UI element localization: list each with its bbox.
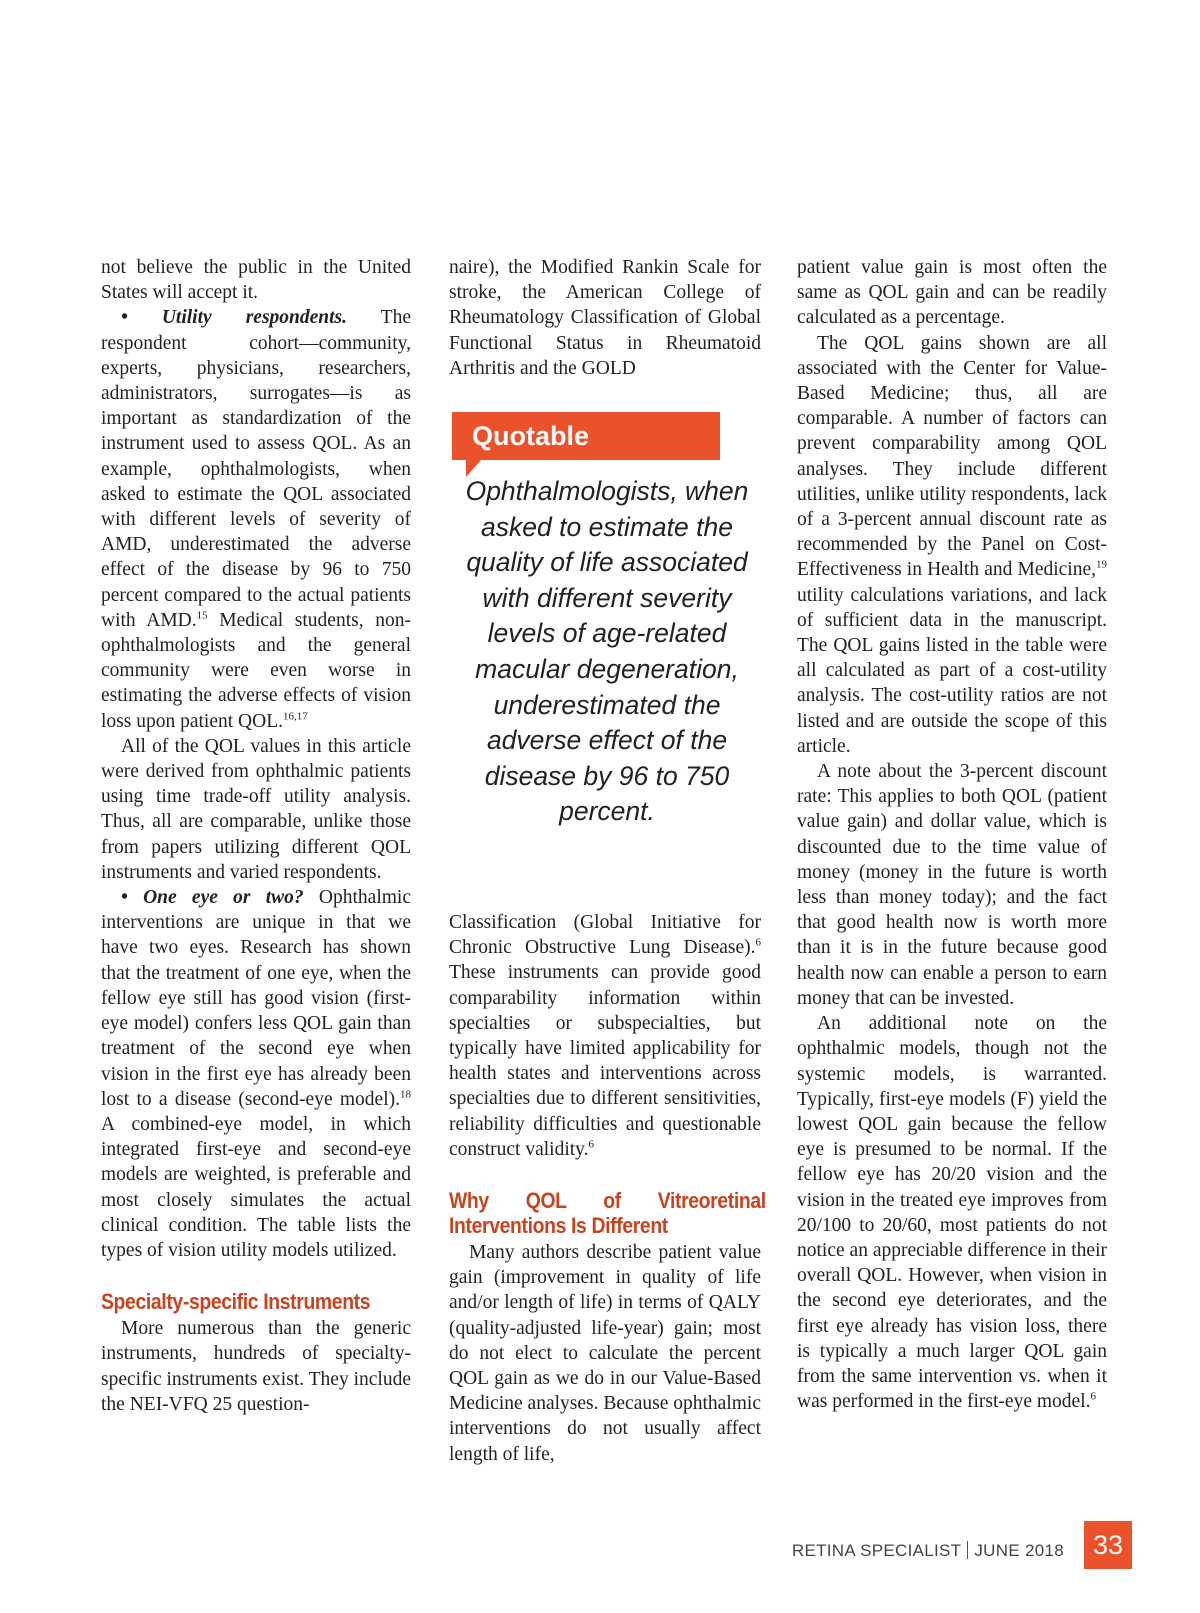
paragraph [449,255,761,381]
column-2-continued [449,910,766,1467]
quote-label: Quotable [452,412,720,460]
text: utility calculations variations, and lack of sufficient data in the manuscript. The QOL gains listed in the table were all calculated as part of a cost-utility analysis. The cost-utility ratios are not listed and are outside the scope of this article. [797,584,1107,757]
issue-date: JUNE 2018 [974,1541,1064,1560]
text: patient value gain is most often the same as QOL gain and can be readily calculated as a percentage. [797,257,1107,329]
text: An additional note on the ophthalmic models, though not the systemic models, is warranted. Typically, first-eye models (F) yield the lowest QOL gain because the fellow eye is presumed to be normal. If the fellow eye has 20/20 vision and the vision in the treated eye improves from 20/100 to 20/60, most patients do not notice an appreciable difference in their overall QOL. However, when vision in the second eye deteriorates, and the first eye already has vision loss, there is typically a much larger QOL gain from the same intervention vs. when it was performed in the first-eye model. [797,1013,1107,1413]
reference: 6 [1090,1390,1096,1403]
paragraph [101,305,411,733]
reference: 6 [755,936,761,949]
page-footer [792,1536,1064,1566]
text: not believe the public in the United States will accept it. [101,257,411,304]
text: A combined-eye model, in which integrated first-eye and second-eye models are weighted, is preferable and most closely simulates the actual clinical condition. The table lists the types of vision utility models utilized. [101,1113,411,1261]
section-heading: Why QOL of Vitreoretinal Interventions Is Different [449,1188,766,1239]
paragraph [101,255,411,305]
paragraph [449,910,761,1162]
column-1 [101,255,411,1417]
text: Ophthalmic interventions are unique in that we have two eyes. Research has shown that the treatment of one eye, when the fellow eye still has good vision (first-eye model) confers less QOL gain than treatment of the second eye when vision in the first eye has already been lost to a disease (second-eye model). [101,887,411,1110]
paragraph [101,1316,411,1417]
paragraph [449,1240,761,1467]
run-in-label: • Utility respondents. [121,307,348,329]
paragraph [797,255,1107,331]
paragraph [797,1011,1107,1414]
text: A note about the 3-percent discount rate: This applies to both QOL (patient value gain) and dollar value, which is discounted due to the time value of money (money in the future is worth less than money today); and the fact that good health now is worth more than it is in the future because good health now can enable a person to earn money that can be invested. [797,761,1107,1009]
paragraph [101,885,411,1263]
text: The QOL gains shown are all associated with the Center for Value-Based Medicine; thus, all are comparable. A number of factors can prevent comparability among QOL analyses. They include different utilities, unlike utility respondents, lack of a 3-percent annual discount rate as recommended by the Panel on Cost-Effectiveness in Health and Medicine, [797,332,1107,581]
footer-divider [967,1541,968,1559]
run-in-label: • One eye or two? [121,887,304,909]
text: Many authors describe patient value gain (improvement in quality of life and/or length of life) in terms of QALY (quality-adjusted life-year) gain; most do not elect to calculate the percent QOL gain as we do in our Value-Based Medicine analyses. Because ophthalmic interventions do not usually affect length of life, [449,1242,761,1465]
paragraph [797,331,1107,759]
page-number: 33 [1084,1521,1132,1569]
reference: 6 [588,1138,595,1151]
section-heading: Specialty-specific Instruments [101,1289,371,1315]
reference: 15 [196,609,208,622]
quote-text: Ophthalmologists, when asked to estimate the quality of life associated with different severity levels of age-related macular degeneration, underestimated the adverse effect of the disease by 96 to 750 percent. [465,476,749,827]
text: These instruments can provide good comparability information within specialties or subspecialties, but typically have limited applicability for health states and interventions across specialties due to different sensitivities, reliability difficulties and questionable construct validity. [449,962,761,1160]
publication-name: RETINA SPECIALIST [791,1541,962,1560]
text: More numerous than the generic instruments, hundreds of specialty-specific instruments exist. They include the NEI-VFQ 25 question- [101,1318,411,1415]
text: The respondent cohort—community, experts, physicians, researchers, administrators, surrogates—is as important as standardization of the instrument used to assess QOL. As an example, ophthalmologists, when asked to estimate the QOL associated with different levels of severity of AMD, underestimated the adverse effect of the disease by 96 to 750 percent compared to the actual patients with AMD. [101,307,412,631]
paragraph [101,734,411,885]
text: Medical students, non-ophthalmologists and the general community were even worse in estimating the adverse effects of vision loss upon patient QOL. [101,609,411,732]
column-3 [797,255,1107,1414]
text: naire), the Modified Rankin Scale for stroke, the American College of Rheumatology Classification of Global Functional Status in Rheumatoid Arthritis and the GOLD [449,257,761,379]
text: Classification (Global Initiative for Chronic Obstructive Lung Disease). [449,912,761,959]
reference: 18 [400,1088,411,1101]
text: All of the QOL values in this article were derived from ophthalmic patients using time trade-off utility analysis. Thus, all are comparable, unlike those from papers utilizing different QOL instruments and varied respondents. [101,735,411,883]
reference: 19 [1096,558,1107,571]
paragraph [797,759,1107,1011]
reference: 16,17 [282,710,308,723]
